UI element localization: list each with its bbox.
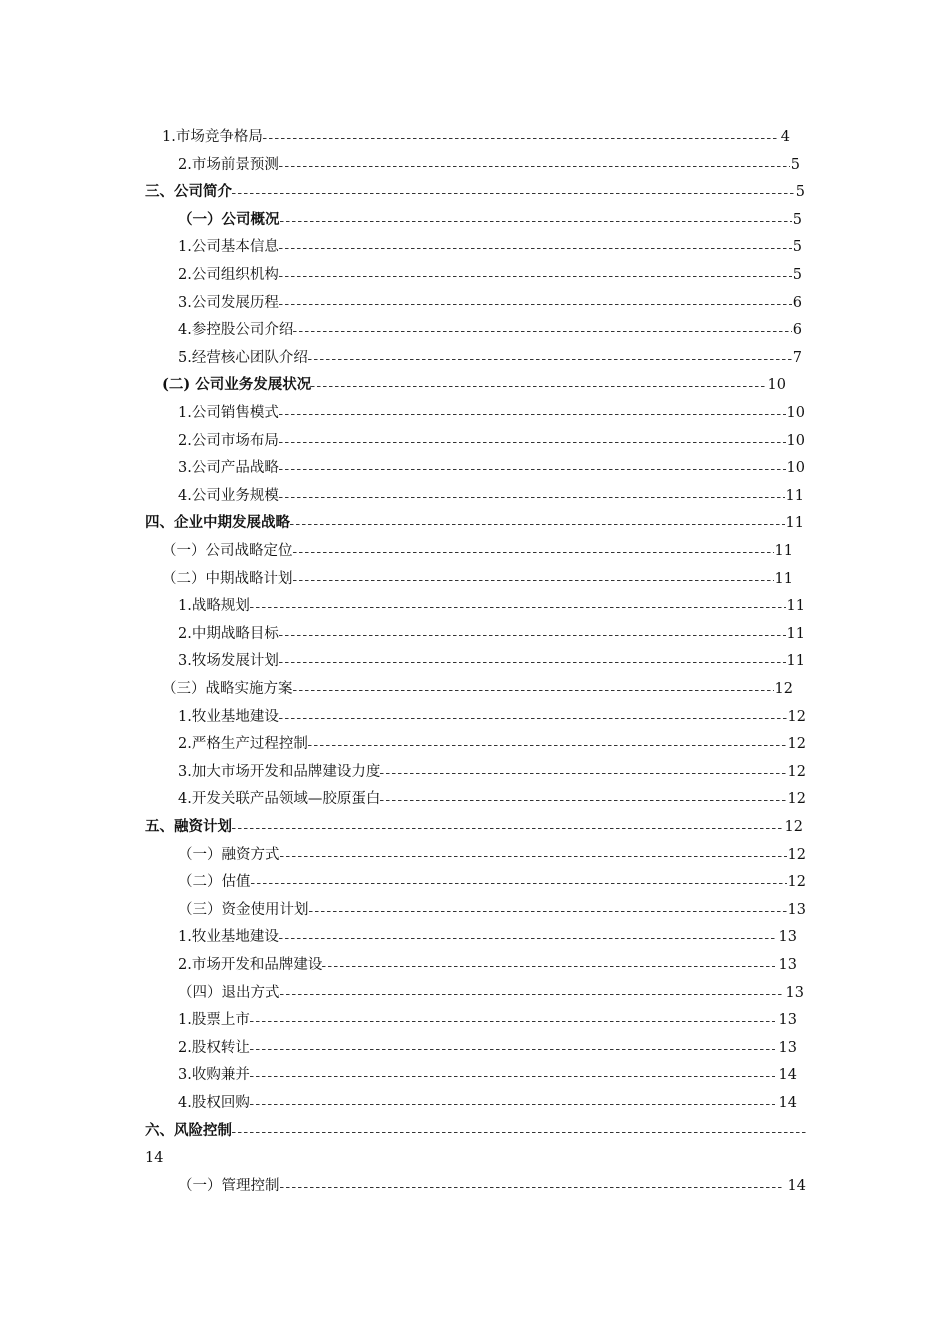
toc-dot-leader	[293, 580, 774, 581]
toc-entry-title: 五、融资计划	[145, 818, 232, 835]
toc-page-number: 13	[778, 957, 797, 973]
toc-dot-leader	[279, 414, 786, 415]
toc-page-number: 6	[792, 322, 802, 338]
toc-entry-title: 3.公司产品战略	[178, 460, 279, 476]
toc-entry-title: 2.公司市场布局	[178, 433, 279, 449]
toc-dot-leader	[232, 828, 784, 829]
toc-dot-leader	[309, 911, 787, 912]
toc-entry-title: 1.牧业基地建设	[178, 929, 279, 945]
toc-entry-title: （二）中期战略计划	[162, 571, 293, 587]
toc-dot-leader	[263, 138, 777, 139]
toc-page-number: 5	[792, 239, 802, 255]
toc-dot-leader	[250, 1049, 775, 1050]
toc-page-number: 10	[786, 433, 805, 449]
toc-entry-title: 四、企业中期发展战略	[145, 514, 290, 531]
toc-entry-title: （二）估值	[178, 874, 251, 890]
toc-entry-title: 1.市场竞争格局	[162, 129, 263, 145]
toc-entry-title: 六、风险控制	[145, 1122, 232, 1139]
toc-dot-leader	[280, 856, 787, 857]
toc-dot-leader	[232, 193, 795, 194]
toc-entry[interactable]	[178, 843, 806, 867]
toc-page-number: 5	[790, 157, 800, 173]
toc-page-number: 14	[778, 1095, 797, 1111]
toc-entry-title: (二) 公司业务发展状况	[162, 376, 312, 393]
toc-dot-leader	[308, 359, 792, 360]
toc-dot-leader	[250, 607, 786, 608]
toc-dot-leader	[250, 1104, 775, 1105]
toc-dot-leader	[279, 166, 790, 167]
toc-entry[interactable]	[178, 1063, 797, 1087]
toc-page-number: 12	[787, 709, 806, 725]
toc-entry[interactable]	[178, 346, 802, 370]
toc-entry[interactable]	[162, 539, 793, 563]
toc-page-number: 14	[787, 1178, 806, 1194]
toc-page-number: 12	[787, 791, 806, 807]
toc-entry-title: 2.市场前景预测	[178, 157, 279, 173]
toc-entry[interactable]	[178, 732, 806, 756]
toc-entry[interactable]	[162, 373, 786, 397]
toc-entry-title: （一）管理控制	[178, 1178, 280, 1194]
toc-entry[interactable]	[145, 1119, 806, 1143]
toc-entry-title: 1.战略规划	[178, 598, 250, 614]
toc-dot-leader	[279, 497, 785, 498]
toc-page-number: 14	[145, 1150, 164, 1166]
toc-entry[interactable]	[178, 787, 806, 811]
toc-page-number: 12	[774, 681, 793, 697]
toc-page-number: 10	[767, 377, 786, 393]
toc-entry-title: 3.收购兼并	[178, 1067, 250, 1083]
toc-page-number: 12	[787, 764, 806, 780]
toc-entry[interactable]	[162, 677, 793, 701]
toc-dot-leader	[280, 1187, 784, 1188]
toc-entry[interactable]	[145, 511, 804, 535]
toc-dot-leader	[279, 304, 792, 305]
toc-page-number: 12	[787, 874, 806, 890]
toc-entry[interactable]	[178, 925, 797, 949]
toc-page-number: 13	[787, 902, 806, 918]
toc-entry[interactable]	[178, 1174, 806, 1198]
toc-entry[interactable]	[178, 456, 805, 480]
toc-dot-leader	[279, 276, 792, 277]
toc-page-number: 4	[780, 129, 790, 145]
toc-entry-title: 4.开发关联产品领域—胶原蛋白	[178, 791, 381, 807]
toc-dot-leader	[279, 248, 792, 249]
toc-entry-title: （一）公司战略定位	[162, 543, 293, 559]
toc-dot-leader	[380, 800, 786, 801]
toc-dot-leader	[279, 635, 786, 636]
toc-entry-title: 2.市场开发和品牌建设	[178, 957, 323, 973]
toc-dot-leader	[293, 552, 774, 553]
toc-dot-leader	[279, 469, 786, 470]
toc-dot-leader	[279, 442, 786, 443]
toc-entry-title: （三）资金使用计划	[178, 902, 309, 918]
toc-entry-title: 4.股权回购	[178, 1095, 250, 1111]
toc-entry-title: 1.牧业基地建设	[178, 709, 279, 725]
toc-entry[interactable]	[178, 649, 805, 673]
toc-entry[interactable]	[178, 898, 806, 922]
toc-entry[interactable]	[178, 318, 802, 342]
toc-entry-title: 2.严格生产过程控制	[178, 736, 308, 752]
toc-dot-leader	[280, 221, 792, 222]
toc-entry-title: 1.公司基本信息	[178, 239, 279, 255]
toc-entry[interactable]	[178, 429, 805, 453]
toc-entry-title: 1.公司销售模式	[178, 405, 279, 421]
toc-page-number: 5	[792, 212, 802, 228]
toc-page-number: 11	[785, 515, 804, 531]
toc-dot-leader	[311, 386, 766, 387]
toc-entry-title: （三）战略实施方案	[162, 681, 293, 697]
toc-page-number: 6	[792, 295, 802, 311]
toc-entry-title: （一）公司概况	[178, 211, 280, 228]
toc-entry[interactable]	[178, 594, 805, 618]
toc-entry[interactable]	[162, 567, 793, 591]
toc-entry[interactable]	[178, 208, 802, 232]
toc-entry[interactable]	[178, 870, 806, 894]
toc-page-number: 12	[787, 736, 806, 752]
toc-entry[interactable]	[178, 263, 802, 287]
toc-page-number: 13	[778, 1040, 797, 1056]
toc-entry[interactable]	[178, 1091, 797, 1115]
toc-entry[interactable]	[178, 953, 797, 977]
toc-entry-title: 1.股票上市	[178, 1012, 250, 1028]
toc-entry-title: 5.经营核心团队介绍	[178, 350, 308, 366]
toc-dot-leader	[232, 1132, 806, 1133]
toc-entry-title: 3.公司发展历程	[178, 295, 279, 311]
toc-entry[interactable]	[178, 981, 804, 1005]
toc-page-number: 11	[774, 571, 793, 587]
toc-entry[interactable]	[178, 622, 805, 646]
toc-entry[interactable]	[162, 125, 790, 149]
toc-page-number: 11	[786, 626, 805, 642]
toc-page-number: 13	[778, 929, 797, 945]
toc-dot-leader	[279, 662, 786, 663]
toc-entry-title: 2.中期战略目标	[178, 626, 279, 642]
toc-dot-leader	[293, 331, 791, 332]
toc-entry-title: 2.公司组织机构	[178, 267, 279, 283]
toc-entry-title: 三、公司简介	[145, 183, 232, 200]
toc-dot-leader	[279, 938, 775, 939]
toc-entry-title: （一）融资方式	[178, 847, 280, 863]
toc-page-number: 10	[786, 405, 805, 421]
toc-page-number: 12	[787, 847, 806, 863]
toc-dot-leader	[293, 690, 774, 691]
toc-entry[interactable]	[178, 760, 806, 784]
toc-entry-title: 4.公司业务规模	[178, 488, 279, 504]
toc-entry[interactable]	[178, 1036, 797, 1060]
toc-entry[interactable]	[178, 484, 804, 508]
toc-page-number: 5	[795, 184, 805, 200]
toc-entry-title: 3.加大市场开发和品牌建设力度	[178, 764, 381, 780]
toc-entry[interactable]	[145, 180, 805, 204]
toc-dot-leader	[279, 718, 787, 719]
toc-entry[interactable]	[178, 153, 800, 177]
toc-page-number: 5	[792, 267, 802, 283]
toc-dot-leader	[280, 994, 782, 995]
toc-entry-title: 4.参控股公司介绍	[178, 322, 294, 338]
toc-entry-title: 3.牧场发展计划	[178, 653, 279, 669]
toc-dot-leader	[251, 883, 787, 884]
toc-page-number: 10	[786, 460, 805, 476]
toc-dot-leader	[250, 1076, 775, 1077]
toc-entry[interactable]	[178, 705, 806, 729]
toc-page-number: 12	[784, 819, 803, 835]
toc-page-number: 14	[778, 1067, 797, 1083]
toc-dot-leader	[290, 524, 785, 525]
toc-page-number: 11	[786, 598, 805, 614]
toc-dot-leader	[250, 1021, 775, 1022]
toc-entry[interactable]	[178, 235, 802, 259]
toc-page-number: 11	[786, 653, 805, 669]
toc-page-number: 13	[778, 1012, 797, 1028]
toc-entry[interactable]	[145, 815, 803, 839]
toc-page-number: 11	[774, 543, 793, 559]
toc-entry[interactable]	[178, 291, 802, 315]
toc-dot-leader	[380, 773, 786, 774]
toc-entry[interactable]	[178, 401, 805, 425]
toc-entry[interactable]	[178, 1008, 797, 1032]
toc-page-number: 11	[785, 488, 804, 504]
toc-dot-leader	[322, 966, 774, 967]
toc-entry-title: （四）退出方式	[178, 985, 280, 1001]
toc-page-number: 13	[785, 985, 804, 1001]
toc-dot-leader	[308, 745, 787, 746]
toc-entry-title: 2.股权转让	[178, 1040, 250, 1056]
toc-page-number: 7	[792, 350, 802, 366]
